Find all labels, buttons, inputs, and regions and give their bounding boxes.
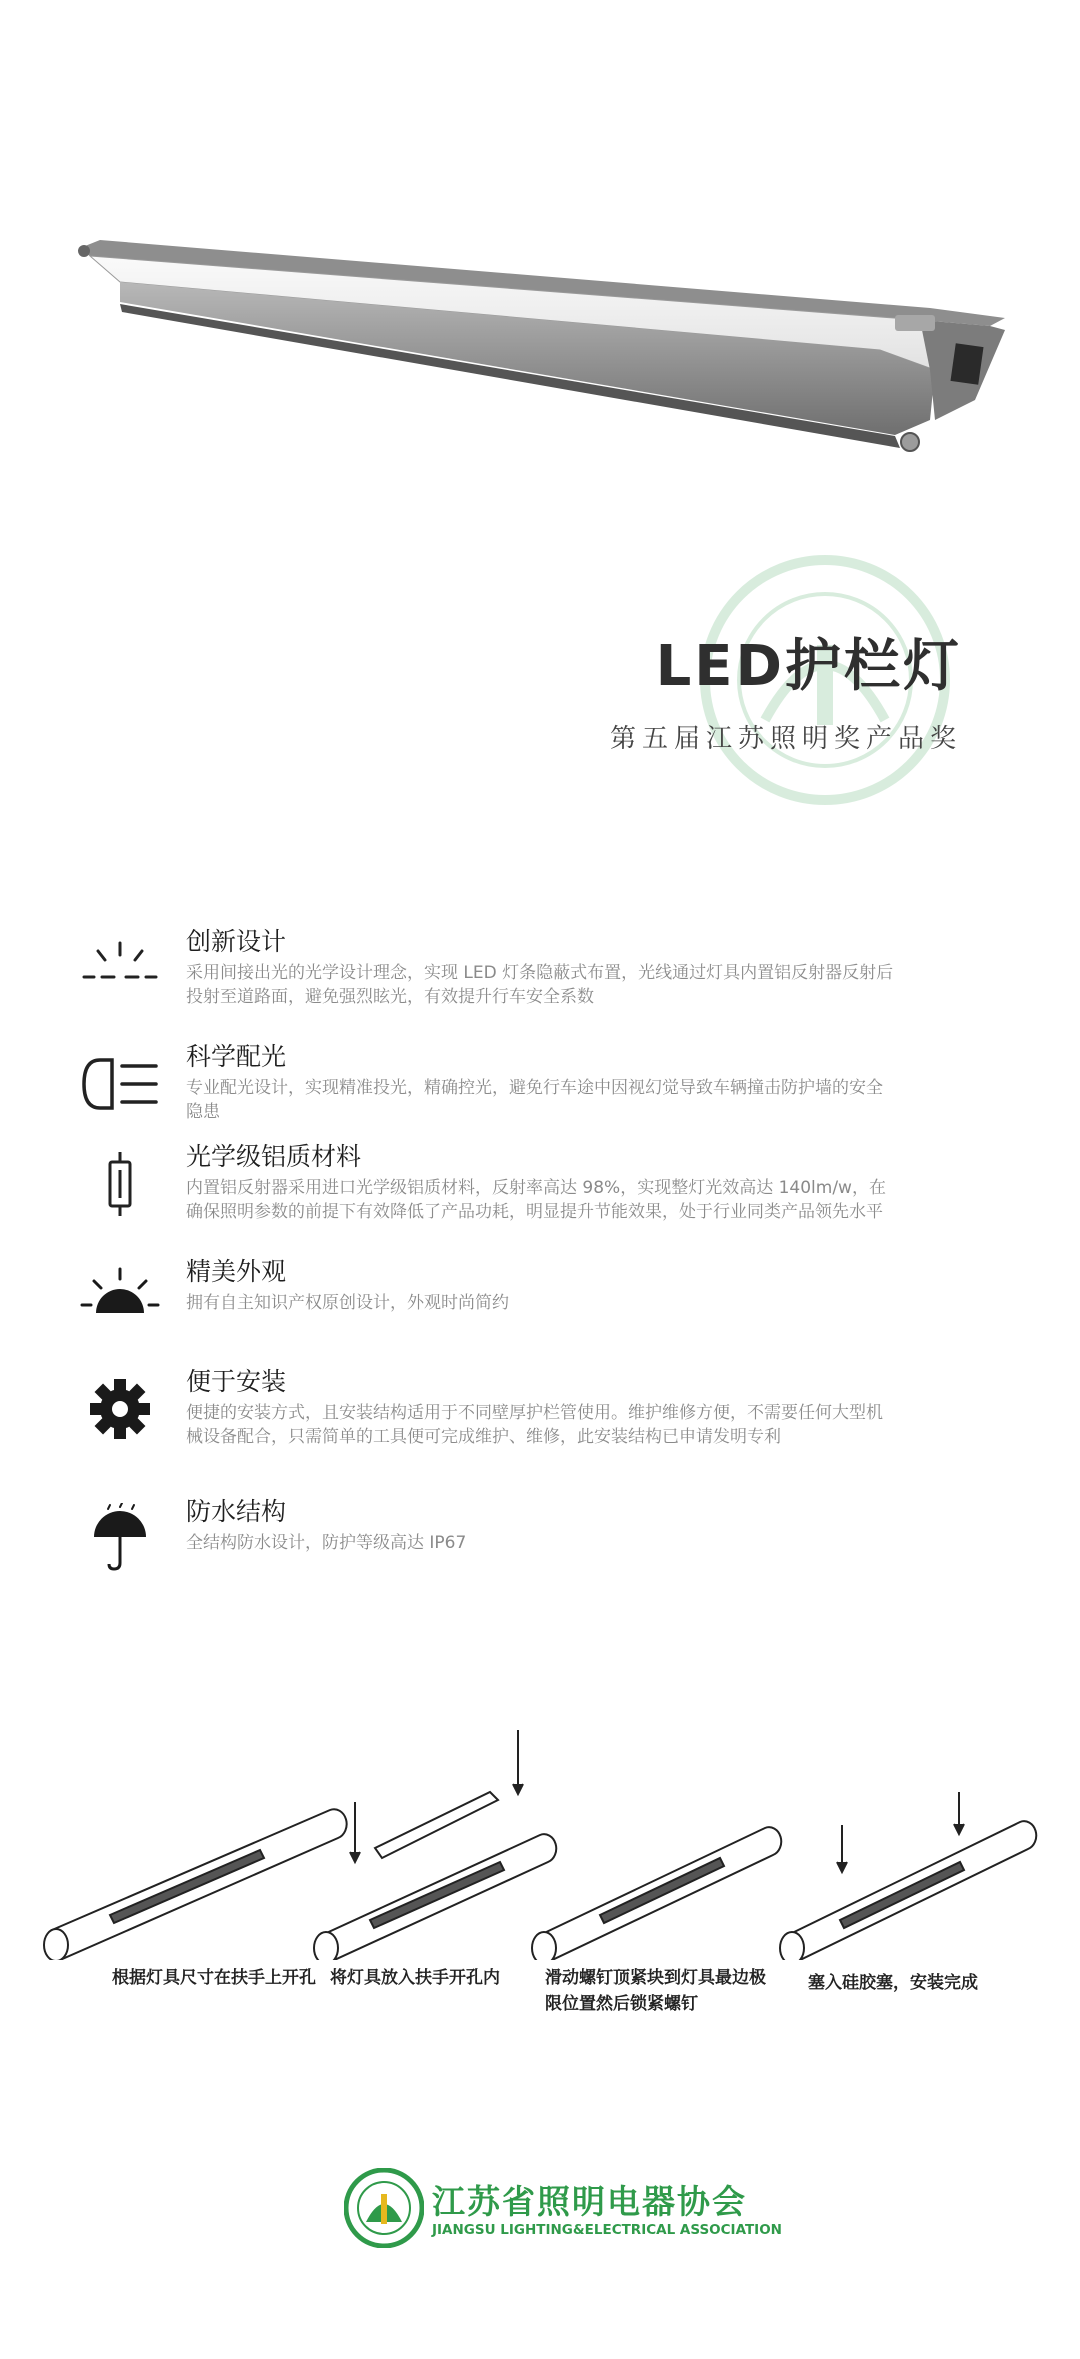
feature-innovative-design — [80, 925, 1000, 1005]
product-title: LED护栏灯 — [655, 634, 962, 699]
association-name-cn: 江苏省照明电器协会 — [432, 2182, 747, 2221]
feature-scientific-light-distribution — [80, 1040, 1000, 1120]
feature-waterproof-structure — [80, 1495, 1000, 1575]
step-3-tube — [532, 1827, 781, 1960]
product-award: 第五届江苏照明奖产品奖 — [609, 724, 962, 754]
step-1-tube — [44, 1809, 347, 1960]
installation-steps-diagram — [40, 1730, 1050, 1960]
fuse-tube-icon — [80, 1148, 160, 1220]
association-name-en: JIANGSU LIGHTING&ELECTRICAL ASSOCIATION — [432, 2222, 782, 2238]
feature-elegant-appearance — [80, 1255, 1000, 1325]
feature-title: 光学级铝质材料 — [186, 1142, 362, 1171]
feature-desc: 便捷的安装方式，且安装结构适用于不同壁厚护栏管使用。维护维修方便，不需要任何大型机 械设备配合，只需简单的工具便可完成维护、维修，此安装结构已申请发明专利 — [186, 1403, 883, 1447]
association-logo-icon — [344, 2168, 424, 2248]
headlight-beam-icon — [80, 1048, 160, 1120]
feature-title: 便于安装 — [186, 1367, 287, 1396]
step-3-caption: 滑动螺钉顶紧块到灯具最边极 限位置然后锁紧螺钉 — [545, 1968, 766, 2014]
feature-desc: 全结构防水设计，防护等级高达 IP67 — [186, 1533, 467, 1553]
feature-desc: 内置铝反射器采用进口光学级铝质材料，反射率高达 98%，实现整灯光效高达 140lm/w，在 确保照明参数的前提下有效降低了产品功耗，明显提升节能效果，处于行业同类产品领先水平 — [186, 1178, 886, 1222]
feature-desc: 采用间接出光的光学设计理念，实现 LED 灯条隐蔽式布置，光线通过灯具内置铝反射器反射后 投射至道路面，避免强烈眩光，有效提升行车安全系数 — [186, 963, 894, 1007]
step-4-caption: 塞入硅胶塞，安装完成 — [808, 1973, 978, 1993]
step-1-caption: 根据灯具尺寸在扶手上开孔 — [112, 1968, 316, 1988]
umbrella-rain-icon — [80, 1503, 160, 1575]
feature-desc: 拥有自主知识产权原创设计，外观时尚简约 — [186, 1293, 509, 1313]
light-rays-icon — [80, 933, 160, 1005]
feature-desc: 专业配光设计，实现精准投光，精确控光，避免行车途中因视幻觉导致车辆撞击防护墙的安全 隐患 — [186, 1078, 883, 1122]
step-2-caption: 将灯具放入扶手开孔内 — [330, 1968, 500, 1988]
feature-title: 创新设计 — [186, 927, 287, 956]
feature-title: 科学配光 — [186, 1042, 287, 1071]
led-guardrail-lamp-image — [60, 220, 1020, 480]
feature-title: 精美外观 — [186, 1257, 287, 1286]
feature-easy-installation — [80, 1365, 1000, 1445]
feature-title: 防水结构 — [186, 1497, 287, 1526]
feature-optical-aluminum-material — [80, 1140, 1000, 1220]
step-4-tube — [780, 1792, 1036, 1960]
sunrise-dome-icon — [80, 1263, 160, 1335]
gear-icon — [80, 1373, 160, 1445]
step-2-tube — [314, 1730, 556, 1960]
